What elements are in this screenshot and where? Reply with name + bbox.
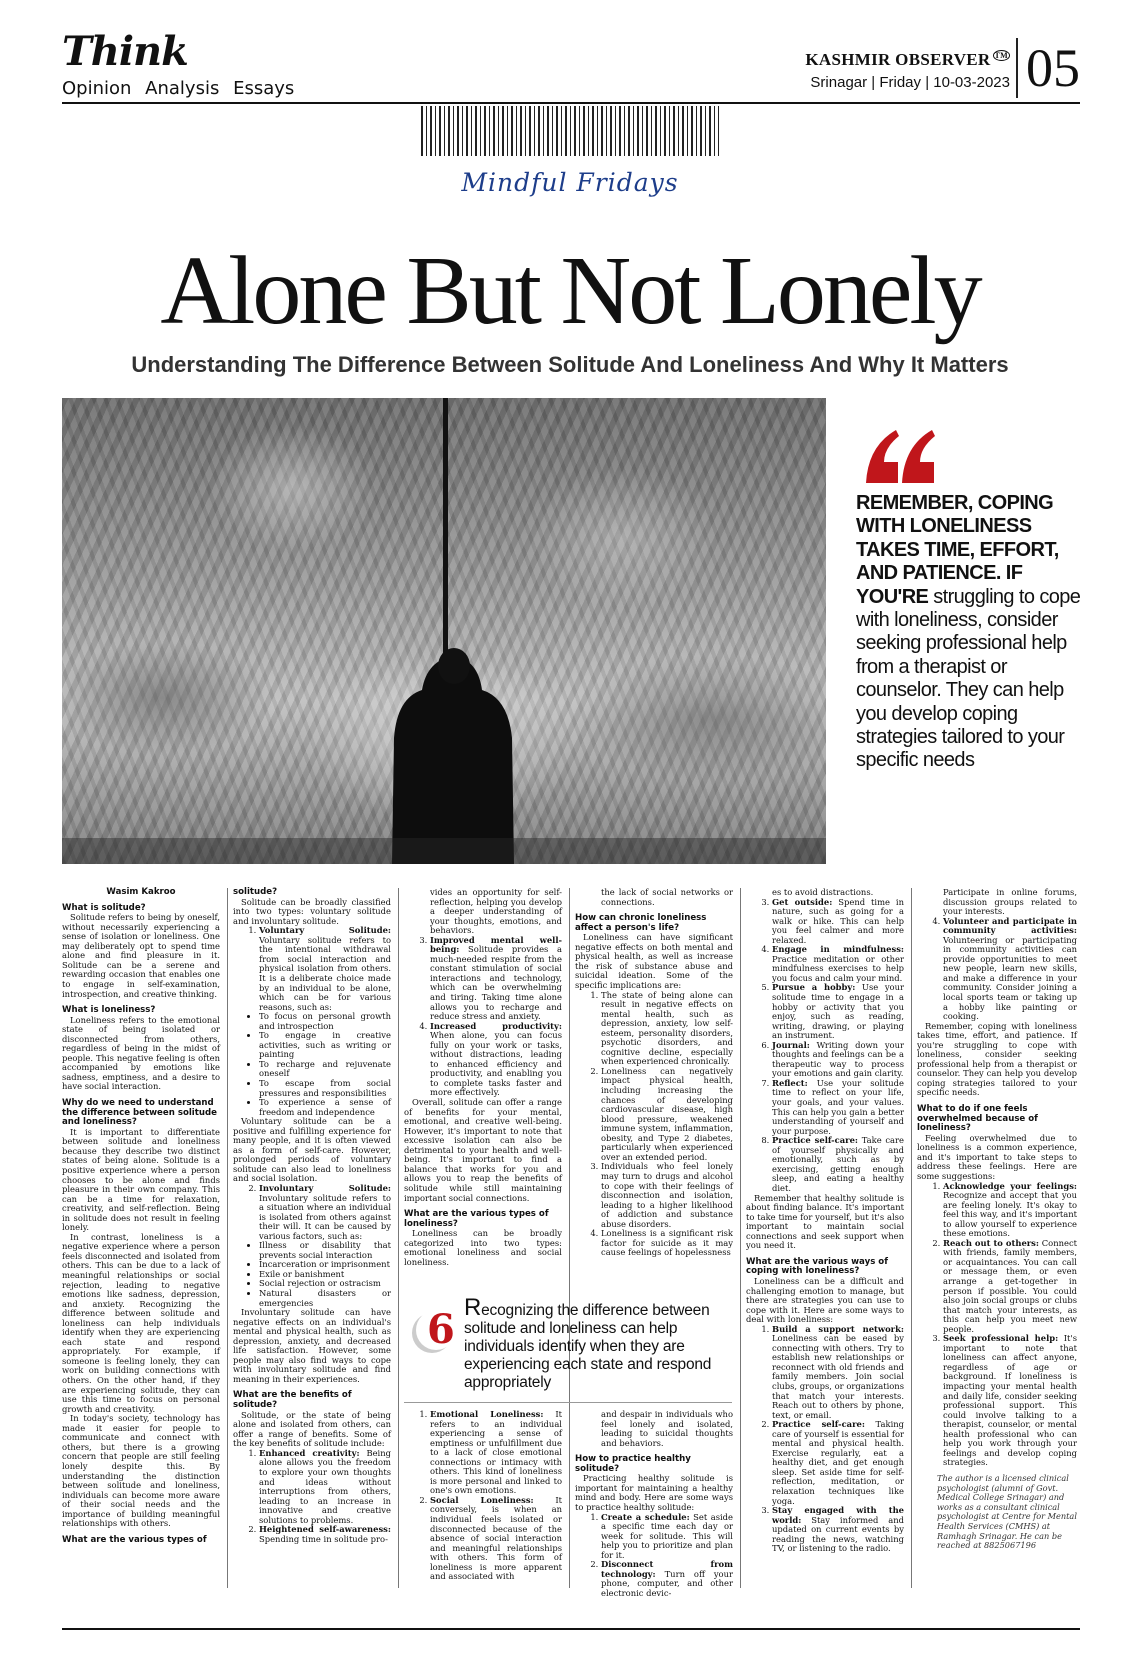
subhead: What is loneliness? bbox=[62, 1005, 156, 1016]
deck: Understanding The Difference Between Solitude And Loneliness And Why It Matters bbox=[131, 352, 1009, 377]
list-item-text: When alone, you can focus fully on your work or tasks, without distractions, leading to enhanced efficiency and productivity, and enabling you to complete tasks faster and more effectively. bbox=[430, 1030, 562, 1098]
list-item-text: It's important to note that loneliness can affect anyone, regardless of age or background. If loneliness is impacting your mental health and daily life, consider seeking professional support. This could involve talking to a therapist, counselor, or mental health professional who can help you work through your feelings and develop coping strategies. bbox=[943, 1333, 1077, 1468]
list-item bbox=[943, 1182, 1077, 1239]
column-rule bbox=[740, 888, 741, 1588]
paragraph: Participate in online forums, discussion groups related to your interests. bbox=[943, 887, 1077, 917]
column-rule bbox=[227, 888, 228, 1588]
quote-mark-icon: 6 bbox=[416, 1310, 456, 1350]
paragraph: the lack of social networks or connections. bbox=[601, 887, 733, 907]
list-item bbox=[772, 1041, 904, 1079]
subhead: What is solitude? bbox=[62, 902, 146, 913]
list-item-text: Recognize and accept that you are feeling lonely. It's okay to feel this way, and it's important to allow yourself to experience these emotions. bbox=[943, 1190, 1077, 1239]
paragraph: Remember that healthy solitude is about finding balance. It's important to take time for yourself, but it's also important to maintain social connections and seek support when you need it. bbox=[746, 1192, 904, 1251]
paragraph: Feeling overwhelmed due to loneliness is a common experience, and it's important to take steps to address these feelings. Here are some suggestions: bbox=[917, 1132, 1077, 1181]
list-item-text: Spend time in nature, such as going for a walk or hike. This can help you feel calmer and more relaxed. bbox=[772, 896, 905, 945]
article-column-4 bbox=[575, 888, 733, 1258]
paragraph: In contrast, loneliness is a negative experience where a person feels disconnected and isolated from others. This can be due to a lack of meaningful relationships or social rejection, leading to negative emotions like sadness, depression, and anxiety. Recognizing the difference between solitude and loneliness can help individuals identify when they are experiencing each state and respond appropriately. For example, if someone is feeling lonely, they can work on building connections with others. On the other hand, if they are experiencing solitude, they can use this time to focus on personal growth and creativity. bbox=[62, 1231, 220, 1414]
paragraph: vides an opportunity for self-reflection, helping you develop a deeper understanding of your thoughts, emotions, and behaviors. bbox=[430, 887, 562, 936]
paragraph: Remember, coping with loneliness takes time, effort, and patience. If you're struggling to cope with loneliness, consider seeking professional help from a therapist or counselor. They can help you develop coping strategies tailored to your specific needs. bbox=[917, 1020, 1077, 1098]
list-item: 1. The state of being alone can result in negative effects on mental health, such as depression, anxiety, low self-esteem, personality disorders, psychotic disorders, and cognitive decline, especially when experienced chronically. bbox=[601, 991, 733, 1067]
list-item-title: Social Loneliness: bbox=[430, 1494, 534, 1505]
article-column-1 bbox=[62, 888, 220, 1545]
list-item-title: Reflect: bbox=[772, 1077, 808, 1088]
column-rule bbox=[398, 888, 399, 1588]
numbered-list bbox=[233, 1449, 391, 1544]
section-title: Think bbox=[62, 28, 188, 75]
column-rule bbox=[911, 888, 912, 1588]
numbered-list bbox=[746, 1325, 904, 1554]
list-item-text: Set aside a specific time each day or week for solitude. This will help you to prioritize and plan for it. bbox=[601, 1511, 733, 1560]
numbered-list bbox=[404, 936, 562, 1098]
quote-mark-icon bbox=[866, 428, 936, 488]
subhead: How to practice healthy solitude? bbox=[575, 1454, 691, 1474]
list-item-title: Pursue a hobby: bbox=[772, 982, 856, 993]
list-item: • Illness or disability that prevents social interaction bbox=[259, 1241, 391, 1260]
list-item-title: Build a support network: bbox=[772, 1323, 904, 1334]
list-item: • To recharge and rejuvenate oneself bbox=[259, 1060, 391, 1079]
footer-rule bbox=[62, 1628, 1080, 1630]
list-item bbox=[772, 1136, 904, 1193]
list-item-text: It refers to an individual experiencing a sense of emptiness or unfulfillment due to a lack of close emotional connections or intimacy with others. This kind of loneliness is more personal and linked to one's own emotions. bbox=[430, 1409, 562, 1496]
list-item-title: Stay engaged with the world: bbox=[772, 1505, 904, 1525]
numbered-list bbox=[233, 1184, 391, 1241]
list-item bbox=[772, 1420, 904, 1506]
decorative-barcode bbox=[421, 106, 719, 156]
page-number: 05 bbox=[1016, 38, 1080, 98]
pull-quote-bold: REMEMBER, COPING WITH LONELINESS TAKES TIME, EFFORT, AND PATIENCE. IF YOU'RE bbox=[856, 492, 1059, 608]
byline: Wasim Kakroo bbox=[106, 887, 176, 897]
list-item bbox=[943, 1334, 1077, 1468]
subhead: What are the various types of loneliness? bbox=[404, 1209, 549, 1229]
paragraph: In today's society, technology has made it easier for people to communicate and connect with others, but there is a growing concern that people are still feeling lonely despite this. By understanding the distinction between solitude and loneliness, individuals can become more aware of their social needs and the importance of building meaningful relationships with others. bbox=[62, 1413, 220, 1529]
paper-name-text: KASHMIR OBSERVER bbox=[805, 50, 991, 69]
list-item: • To experience a sense of freedom and independence bbox=[259, 1098, 391, 1117]
article-column-3-lower bbox=[404, 1410, 562, 1582]
numbered-list bbox=[233, 926, 391, 1012]
paragraph: es to avoid distractions. bbox=[772, 887, 874, 897]
list-item-title: Involuntary Solitude: bbox=[259, 1183, 391, 1193]
list-item-title: Increased productivity: bbox=[430, 1020, 562, 1031]
list-item-title: Acknowledge your feelings: bbox=[943, 1180, 1077, 1191]
subhead: What to do if one feels overwhelmed because of loneliness? bbox=[917, 1104, 1038, 1134]
list-item-text: Use your solitude time to reflect on your life, your goals, and your values. This can help you gain a better understanding of yourself and your purpose. bbox=[772, 1077, 904, 1136]
bullet-list bbox=[233, 1012, 391, 1117]
list-item bbox=[772, 898, 904, 946]
list-item bbox=[259, 926, 391, 1012]
list-item bbox=[772, 1325, 904, 1420]
paragraph: Loneliness can be a difficult and challenging emotion to manage, but there are strategies you can use to cope with it. Here are some ways to deal with loneliness: bbox=[746, 1275, 904, 1325]
list-item-title: Reach out to others: bbox=[943, 1237, 1039, 1248]
masthead bbox=[62, 28, 1080, 102]
list-item-text: Solitude provides a much-needed respite from the constant stimulation of social interactions and technology, which can be overwhelming and tiring. Taking time alone allows you to recharge and reduce stress and anxiety. bbox=[430, 944, 562, 1022]
list-item-text: Practice meditation or other mindfulness exercises to help you focus and calm your mind. bbox=[772, 953, 904, 983]
list-item-title: Enhanced creativity: bbox=[259, 1447, 360, 1458]
list-item bbox=[772, 1079, 904, 1136]
paragraph: Solitude refers to being by oneself, without necessarily experiencing a sense of isolation or loneliness. One may deliberately opt to spend time alone and find pleasure in it. Solitude can be a serene and rewarding occasion that enables one to engage in self-examination, introspection, and creative thinking. bbox=[62, 912, 220, 999]
paragraph: and despair in individuals who feel lonely and isolated, leading to suicidal thoughts and behaviors. bbox=[601, 1409, 733, 1448]
list-item: • Social rejection or ostracism bbox=[259, 1279, 391, 1289]
list-item-title: Practice self-care: bbox=[772, 1135, 859, 1146]
inline-quote bbox=[404, 1294, 732, 1396]
list-item: • Incarceration or imprisonment bbox=[259, 1260, 391, 1270]
paragraph: Overall, solitude can offer a range of benefits for your mental, emotional, and creative well-being. However, it's important to note that excessive isolation can also be detrimental to your health and well-being. It's important to find a balance that works for you and allows you to reap the benefits of solitude while still maintaining important social connections. bbox=[404, 1097, 562, 1203]
list-item bbox=[430, 1496, 562, 1582]
list-item: • Exile or banishment bbox=[259, 1270, 391, 1280]
drop-cap: R bbox=[464, 1294, 482, 1321]
photo-silhouette bbox=[62, 398, 826, 864]
lead-photo bbox=[62, 398, 826, 864]
numbered-list bbox=[917, 1182, 1077, 1468]
list-item-text: Turn off your phone, computer, and other electronic devic- bbox=[601, 1568, 733, 1598]
list-item-text: Loneliness can be eased by connecting with others. Try to establish new relationships or reconnect with old friends and family members. Join social clubs, groups, or organizations that match your interests. Reach out to others by phone, text, or email. bbox=[772, 1333, 904, 1420]
subhead: solitude? bbox=[233, 887, 278, 897]
list-item bbox=[601, 1513, 733, 1561]
dateline: Srinagar | Friday | 10-03-2023 bbox=[810, 74, 1010, 91]
paragraph: It is important to differentiate between solitude and loneliness because they describe two distinct states of being alone. Solitude is a positive experience where a person chooses to be alone and finds pleasure in their own company. This can be a time for relaxation, creativity, and self-reflection. Being in solitude does not result in feeling lonely. bbox=[62, 1126, 220, 1233]
kicker: Mindful Fridays bbox=[461, 168, 679, 197]
paragraph: Loneliness can be broadly categorized into two types: emotional loneliness and social loneliness. bbox=[404, 1228, 562, 1267]
subhead: What are the various types of bbox=[62, 1534, 207, 1545]
list-item-title: Emotional Loneliness: bbox=[430, 1409, 544, 1419]
numbered-list bbox=[575, 1513, 733, 1599]
paragraph: Loneliness refers to the emotional state of being isolated or disconnected from others, regardless of being in the midst of people. This negative feeling is often accompanied by emotions like sadness, emptiness, and a desire to have social interaction. bbox=[62, 1014, 220, 1092]
article-column-2 bbox=[233, 888, 391, 1544]
list-item bbox=[772, 945, 904, 983]
list-item-title: Get outside: bbox=[772, 896, 833, 907]
list-item-title: Voluntary Solitude: bbox=[259, 925, 391, 936]
list-item: • To focus on personal growth and introspection bbox=[259, 1012, 391, 1031]
column-rule bbox=[569, 888, 570, 1588]
list-item bbox=[943, 917, 1077, 1022]
list-item-title: Engage in mindfulness: bbox=[772, 944, 904, 955]
numbered-list bbox=[746, 898, 904, 1194]
list-item-text: Involuntary solitude refers to a situation where an individual is isolated from others against their will. It can be caused by various factors, such as: bbox=[259, 1192, 391, 1241]
list-item-text: Volunteering or participating in community activities can provide opportunities to meet new people, learn new skills, and make a difference in your community. Consider joining a local sports team or taking up a hobby like painting or cooking. bbox=[943, 934, 1077, 1022]
list-item-title: Volunteer and participate in community activities: bbox=[943, 915, 1077, 936]
list-item: • Natural disasters or emergencies bbox=[259, 1289, 391, 1308]
paragraph: Voluntary solitude can be a positive and fulfilling experience for many people, and it is often viewed as a form of self-care. However, prolonged periods of voluntary solitude can also lead to loneliness and social isolation. bbox=[233, 1116, 391, 1184]
list-item-text: Taking care of yourself is essential for mental and physical health. Exercise regularly, eat a healthy diet, and get enough sleep. Set aside time for self-reflection, meditation, or relaxation techniques like yoga. bbox=[772, 1419, 904, 1506]
section-tag-essays: Essays bbox=[233, 78, 295, 99]
list-item bbox=[772, 1506, 904, 1554]
list-item: 4. Loneliness is a significant risk factor for suicide as it may cause feelings of hopelessness bbox=[601, 1229, 733, 1258]
header-rule bbox=[62, 102, 1080, 104]
list-item bbox=[430, 936, 562, 1022]
list-item-text: Use your solitude time to engage in a hobby or activity that you enjoy, such as reading, writing, drawing, or playing an instrument. bbox=[772, 982, 904, 1041]
numbered-list bbox=[917, 917, 1077, 1022]
list-item bbox=[430, 1022, 562, 1098]
paragraph: Solitude can be broadly classified into two types: voluntary solitude and involuntary solitude. bbox=[233, 896, 391, 926]
list-item: 3. Individuals who feel lonely may turn to drugs and alcohol to cope with their feelings of disconnection and isolation, leading to a higher likelihood of addiction and substance abuse disorders. bbox=[601, 1162, 733, 1229]
bullet-list bbox=[233, 1241, 391, 1308]
headline: Alone But Not Lonely bbox=[160, 237, 980, 345]
inline-quote-text bbox=[464, 1294, 734, 1392]
article-column-5 bbox=[746, 888, 904, 1554]
list-item-title: Practice self-care: bbox=[772, 1419, 865, 1430]
list-item-text: Connect with friends, family members, or acquaintances. You can call or message them, or even arrange a get-together in person if possible. You could also join social groups or clubs that match your interests, as this can help you meet new people. bbox=[943, 1237, 1077, 1334]
list-item bbox=[943, 1239, 1077, 1334]
list-item-title: Improved mental well-being: bbox=[430, 934, 562, 955]
list-item-title: Heightened self-awareness: bbox=[259, 1524, 391, 1535]
section-tag-analysis: Analysis bbox=[145, 78, 220, 99]
list-item bbox=[772, 983, 904, 1040]
paragraph: Involuntary solitude can have negative effects on an individual's mental and physical health, such as depression, anxiety, and decreased life satisfaction. However, some people may also find ways to cope with involuntary solitude and find meaning in their experiences. bbox=[233, 1307, 391, 1384]
paragraph: Loneliness can have significant negative effects on both mental and physical health, as well as increase the risk of substance abuse and suicidal ideation. Some of the specific implications are: bbox=[575, 932, 733, 991]
article-column-3 bbox=[404, 888, 562, 1267]
inline-quote-rule bbox=[404, 1402, 732, 1403]
paper-name bbox=[805, 50, 1010, 70]
section-tags bbox=[62, 78, 302, 99]
numbered-list bbox=[575, 991, 733, 1258]
subhead: Why do we need to understand the difference between solitude and loneliness? bbox=[62, 1098, 217, 1128]
author-credit: The author is a licensed clinical psychologist (alumni of Govt. Medical College Srinagar) and works as a consultant clinical psychologist at Centre for Mental Health Services (CMHS) at Ramhagh Srinagar. He can be reached at 8825067196 bbox=[937, 1472, 1077, 1551]
pull-quote-regular: struggling to cope with loneliness, consider seeking professional help from a therapist or counselor. They can help you develop coping strategies tailored to your specific needs bbox=[856, 585, 1081, 772]
list-item-title: Seek professional help: bbox=[943, 1333, 1059, 1344]
list-item: • To escape from social pressures and responsibilities bbox=[259, 1079, 391, 1098]
list-item: • To engage in creative activities, such as writing or painting bbox=[259, 1031, 391, 1060]
list-item bbox=[430, 1410, 562, 1496]
subhead: How can chronic loneliness affect a person's life? bbox=[575, 913, 707, 933]
list-item bbox=[259, 1525, 391, 1544]
list-item-title: Create a schedule: bbox=[601, 1511, 690, 1522]
trademark-mark: TM bbox=[994, 51, 1008, 61]
paragraph: Practicing healthy solitude is important for maintaining a healthy mind and body. Here are some ways to practice healthy solitude: bbox=[575, 1473, 733, 1513]
list-item bbox=[259, 1184, 391, 1241]
section-tag-opinion: Opinion bbox=[62, 78, 132, 99]
list-item bbox=[259, 1449, 391, 1525]
list-item-text: Spending time in solitude pro- bbox=[259, 1533, 388, 1544]
paragraph: Solitude, or the state of being alone and isolated from others, can offer a range of benefits. Some of the key benefits of solitude include: bbox=[233, 1409, 391, 1449]
list-item-text: Take care of yourself physically and emotionally, such as by exercising, getting enough sleep, and eating a healthy diet. bbox=[772, 1135, 904, 1193]
pull-quote bbox=[856, 492, 1086, 773]
list-item bbox=[601, 1560, 733, 1598]
list-item-title: Disconnect from technology: bbox=[601, 1559, 733, 1579]
list-item-text: It conversely, is when an individual feels isolated or disconnected because of the absence of social interaction and meaningful relationships with others. This form of loneliness is more apparent and associated with bbox=[430, 1494, 563, 1582]
list-item: 2. Loneliness can negatively impact physical health, including increasing the chances of developing cardiovascular disease, high blood pressure, weakened immune system, inflammation, obesity, and Type 2 diabetes, particularly when experienced over an extended period. bbox=[601, 1067, 733, 1162]
subhead: What are the various ways of coping with loneliness? bbox=[746, 1256, 888, 1277]
list-item-text: Stay informed and updated on current events by reading the news, watching TV, or listening to the radio. bbox=[772, 1514, 904, 1554]
list-item-title: Journal: bbox=[772, 1039, 810, 1050]
list-item-text: Being alone allows you the freedom to explore your own thoughts and ideas without interruptions from others, leading to an increase in innovative and creative solutions to problems. bbox=[259, 1447, 391, 1525]
article-column-4-lower bbox=[575, 1410, 733, 1598]
list-item-text: Writing down your thoughts and feelings can be a therapeutic way to process your emotions and gain clarity. bbox=[772, 1039, 904, 1079]
article-column-6 bbox=[917, 888, 1077, 1551]
subhead: What are the benefits of solitude? bbox=[233, 1390, 352, 1411]
inline-quote-body: ecognizing the difference between solitude and loneliness can help individuals identify when they are experiencing each state and respond appropriately bbox=[464, 1302, 712, 1391]
list-item-text: Voluntary solitude refers to the intentional withdrawal from social interaction and physical isolation from others. It is a deliberate choice made by an individual to be alone, which can be for various reasons, such as: bbox=[259, 934, 391, 1012]
numbered-list bbox=[404, 1410, 562, 1582]
